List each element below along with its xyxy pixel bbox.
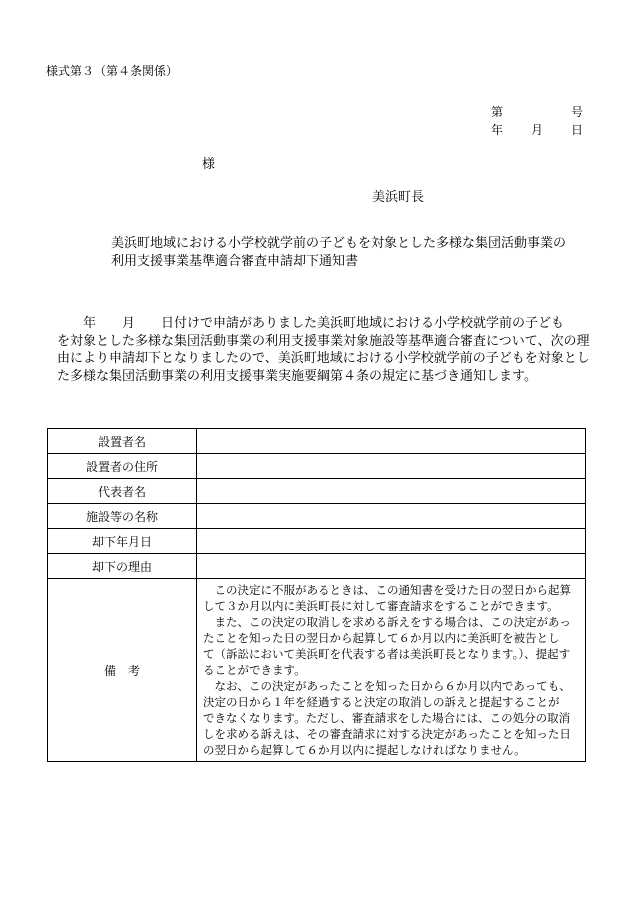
row-label-representative: 代表者名: [48, 479, 197, 504]
body-text: [57, 315, 590, 385]
notes-line: しを求める訴えは、その審査請求に対する決定があったことを知った日: [203, 727, 571, 741]
form-label: 様式第３（第４条関係）: [46, 64, 179, 78]
table-row-notes: [48, 579, 586, 762]
notes-line: なお、この決定があったことを知った日から６か月以内であっても、: [203, 679, 571, 693]
doc-number-prefix: 第: [491, 105, 504, 119]
row-value-facility-name: [197, 504, 586, 529]
row-value-rejection-date: [197, 529, 586, 554]
document-number: [491, 103, 583, 121]
notes-line: の翌日から起算して６か月以内に提起しなければなりません。: [203, 743, 526, 757]
notes-line: また、この決定の取消しを求める訴えをする場合は、この決定があっ: [203, 615, 571, 629]
row-value-founder-name: [197, 429, 586, 454]
addressee: 様: [202, 157, 216, 172]
title-line: 利用支援事業基準適合審査申請却下通知書: [111, 254, 359, 269]
table-row: [48, 454, 586, 479]
table-row: [48, 554, 586, 579]
table-row: [48, 504, 586, 529]
date-year: 年: [491, 123, 504, 137]
info-table: [47, 428, 586, 762]
doc-number-suffix: 号: [570, 105, 583, 119]
notes-line: できなくなります。ただし、審査請求をした場合には、この処分の取消: [203, 711, 571, 725]
body-line: た多様な集団活動事業の利用支援事業実施要綱第４条の規定に基づき通知します。: [57, 368, 537, 384]
table-row: [48, 429, 586, 454]
row-value-rejection-reason: [197, 554, 586, 579]
issuer: 美浜町長: [372, 190, 425, 205]
table-row: [48, 479, 586, 504]
date-day: 日: [570, 123, 583, 137]
row-label-rejection-reason: 却下の理由: [48, 554, 197, 579]
row-label-facility-name: 施設等の名称: [48, 504, 197, 529]
row-label-founder-address: 設置者の住所: [48, 454, 197, 479]
table-row: [48, 529, 586, 554]
body-line: を対象とした多様な集団活動事業の利用支援事業対象施設等基準適合審査について、次の理: [57, 333, 590, 349]
notes-line: ることができます。: [203, 663, 306, 677]
row-value-notes: [197, 579, 586, 762]
notes-line: して３か月以内に美浜町長に対して審査請求をすることができます。: [203, 599, 559, 613]
document-date: [491, 121, 583, 139]
row-value-representative: [197, 479, 586, 504]
document-title: [111, 235, 566, 271]
row-value-founder-address: [197, 454, 586, 479]
notes-line: て（訴訟において美浜町を代表する者は美浜町長となります。）、提起す: [203, 647, 571, 661]
title-line: 美浜町地域における小学校就学前の子どもを対象とした多様な集団活動事業の: [111, 236, 567, 251]
body-line: 由により申請却下となりましたので、美浜町地域における小学校就学前の子どもを対象とし: [57, 351, 590, 366]
notes-line: この決定に不服があるときは、この通知書を受けた日の翌日から起算: [203, 583, 571, 597]
notes-line: たことを知った日の翌日から起算して６か月以内に美浜町を被告とし: [203, 631, 560, 645]
row-label-rejection-date: 却下年月日: [48, 529, 197, 554]
row-label-notes: 備 考: [48, 579, 197, 762]
notes-line: 決定の日から１年を経過すると決定の取消しの訴えと提起することが: [203, 695, 560, 709]
date-month: 月: [530, 123, 543, 137]
row-label-founder-name: 設置者名: [48, 429, 197, 454]
body-line: 年 月 日付けで申請がありました美浜町地域における小学校就学前の子ども: [57, 316, 565, 331]
